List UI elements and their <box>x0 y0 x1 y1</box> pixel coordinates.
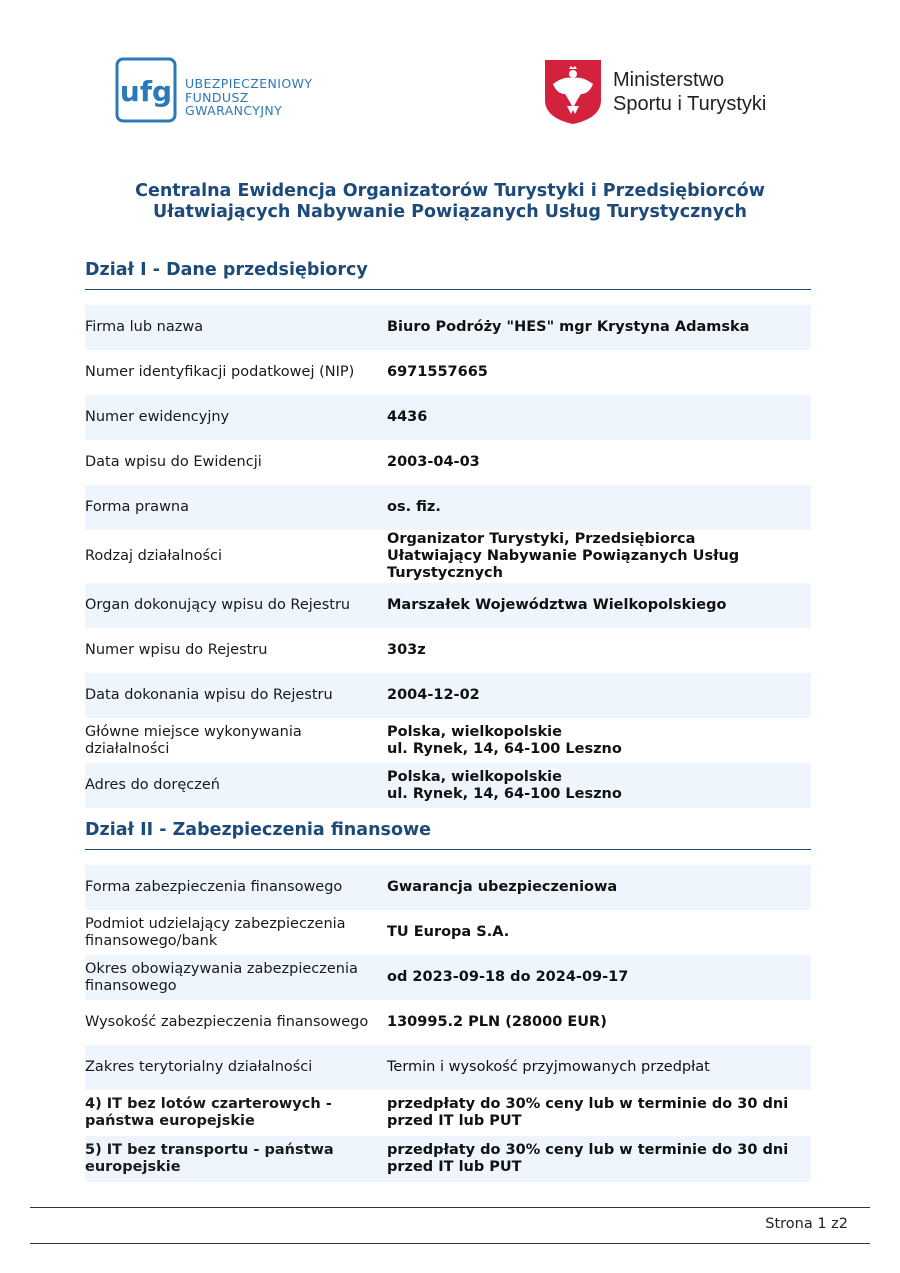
ufg-logo-text <box>185 77 312 118</box>
field-label-line: Główne miejsce wykonywania <box>85 723 302 740</box>
field-label-line: Numer wpisu do Rejestru <box>85 642 268 658</box>
field-value <box>387 1096 811 1130</box>
table-row <box>85 628 811 673</box>
ufg-logo-icon <box>115 57 181 123</box>
field-value-line: 4436 <box>387 409 428 425</box>
field-value <box>387 319 811 336</box>
field-value <box>387 769 811 803</box>
table-row <box>85 583 811 628</box>
table-row <box>85 350 811 395</box>
table-row <box>85 1136 811 1182</box>
section-2-rule <box>85 849 811 850</box>
field-label <box>85 687 387 704</box>
ufg-line-3: GWARANCYJNY <box>185 103 283 118</box>
field-value-line: 2004-12-02 <box>387 687 480 703</box>
field-value-line: Biuro Podróży "HES" mgr Krystyna Adamska <box>387 319 750 335</box>
field-label <box>85 777 387 794</box>
field-value-line: Ułatwiający Nabywanie Powiązanych Usług <box>387 548 740 564</box>
ministry-logo <box>545 60 805 130</box>
field-label-line: Forma zabezpieczenia finansowego <box>85 879 343 895</box>
table-row <box>85 718 811 763</box>
ufg-mark-text: ufg <box>119 75 173 108</box>
field-value <box>387 1059 811 1076</box>
field-value <box>387 454 811 471</box>
field-label-line: europejskie <box>85 1159 181 1175</box>
field-label <box>85 1059 387 1076</box>
field-label <box>85 499 387 516</box>
field-label <box>85 409 387 426</box>
table-row <box>85 673 811 718</box>
field-label <box>85 1142 387 1176</box>
field-label-line: Wysokość zabezpieczenia finansowego <box>85 1014 369 1030</box>
field-value-line: 303z <box>387 642 426 658</box>
polish-eagle-emblem-icon <box>545 60 601 124</box>
field-value-line: Gwarancja ubezpieczeniowa <box>387 879 618 895</box>
table-row <box>85 1045 811 1090</box>
field-label <box>85 319 387 336</box>
field-label <box>85 642 387 659</box>
section-1-rule <box>85 289 811 290</box>
field-value <box>387 364 811 381</box>
field-label-line: państwa europejskie <box>85 1113 255 1129</box>
field-value-line: przedpłaty do 30% ceny lub w terminie do 30 dni <box>387 1142 789 1158</box>
field-label-line: Rodzaj działalności <box>85 548 223 564</box>
field-value <box>387 531 811 582</box>
ufg-line-2: FUNDUSZ <box>185 89 249 105</box>
page-number: Strona 1 z2 <box>765 1216 848 1232</box>
field-value-line: ul. Rynek, 14, 64-100 Leszno <box>387 785 622 802</box>
field-value <box>387 1142 811 1176</box>
section-1-heading: Dział I - Dane przedsiębiorcy <box>85 260 368 280</box>
document-title-line-2: Ułatwiających Nabywanie Powiązanych Usług Turystycznych <box>153 202 747 222</box>
field-label <box>85 724 387 758</box>
field-label-line: finansowego <box>85 977 177 994</box>
company-data-table <box>85 305 811 808</box>
table-row <box>85 955 811 1000</box>
table-row <box>85 530 811 583</box>
field-label <box>85 364 387 381</box>
field-label-line: Okres obowiązywania zabezpieczenia <box>85 960 358 977</box>
financial-security-table <box>85 865 811 1182</box>
footer-top-rule <box>30 1207 870 1208</box>
field-value-line: Polska, wielkopolskie <box>387 723 562 740</box>
field-label-line: Data wpisu do Ewidencji <box>85 454 262 470</box>
field-label <box>85 879 387 896</box>
field-value-line: ul. Rynek, 14, 64-100 Leszno <box>387 740 622 757</box>
ministry-line-1: Ministerstwo <box>613 69 725 91</box>
field-label-line: Numer ewidencyjny <box>85 409 230 425</box>
table-row <box>85 440 811 485</box>
field-label-line: działalności <box>85 740 170 757</box>
field-label-line: Data dokonania wpisu do Rejestru <box>85 687 333 703</box>
document-title <box>0 181 900 223</box>
table-row <box>85 910 811 955</box>
field-label <box>85 454 387 471</box>
table-row <box>85 1090 811 1136</box>
field-label-line: finansowego/bank <box>85 932 218 949</box>
field-label-line: Forma prawna <box>85 499 190 515</box>
field-value <box>387 687 811 704</box>
table-row <box>85 395 811 440</box>
field-value <box>387 969 811 986</box>
table-row <box>85 865 811 910</box>
field-value <box>387 879 811 896</box>
field-label-line: Firma lub nazwa <box>85 319 204 335</box>
field-value <box>387 499 811 516</box>
field-value-line: przed IT lub PUT <box>387 1113 522 1129</box>
field-value-line: os. fiz. <box>387 499 441 515</box>
field-value-line: przedpłaty do 30% ceny lub w terminie do 30 dni <box>387 1096 789 1112</box>
field-label <box>85 548 387 565</box>
field-value-line: Termin i wysokość przyjmowanych przedpłat <box>387 1059 710 1075</box>
field-label <box>85 1014 387 1031</box>
field-label-line: 5) IT bez transportu - państwa <box>85 1142 334 1158</box>
ufg-logo <box>115 57 335 127</box>
ufg-line-1: UBEZPIECZENIOWY <box>185 76 313 91</box>
ministry-line-2: Sportu i Turystyki <box>613 93 767 115</box>
header-logos <box>0 0 900 150</box>
field-value-line: Polska, wielkopolskie <box>387 768 562 785</box>
field-value <box>387 409 811 426</box>
field-label-line: Adres do doręczeń <box>85 777 220 793</box>
field-value-line: od 2023-09-18 do 2024-09-17 <box>387 969 629 985</box>
field-value-line: Marszałek Województwa Wielkopolskiego <box>387 597 727 613</box>
table-row <box>85 305 811 350</box>
field-label-line: Organ dokonujący wpisu do Rejestru <box>85 597 351 613</box>
field-value-line: przed IT lub PUT <box>387 1159 522 1175</box>
ministry-name <box>613 68 766 116</box>
field-label-line: Numer identyfikacji podatkowej (NIP) <box>85 364 355 380</box>
table-row <box>85 485 811 530</box>
document-title-line-1: Centralna Ewidencja Organizatorów Turystyki i Przedsiębiorców <box>135 181 765 201</box>
field-label-line: Podmiot udzielający zabezpieczenia <box>85 915 346 932</box>
field-value <box>387 724 811 758</box>
field-label <box>85 916 387 950</box>
section-2-heading: Dział II - Zabezpieczenia finansowe <box>85 820 432 840</box>
field-value-line: TU Europa S.A. <box>387 924 510 940</box>
field-label <box>85 597 387 614</box>
table-row <box>85 763 811 808</box>
field-value-line: 130995.2 PLN (28000 EUR) <box>387 1014 607 1030</box>
footer-bottom-rule <box>30 1243 870 1244</box>
field-value <box>387 597 811 614</box>
field-label <box>85 961 387 995</box>
field-value-line: 2003-04-03 <box>387 454 480 470</box>
field-value-line: Organizator Turystyki, Przedsiębiorca <box>387 531 696 547</box>
field-label <box>85 1096 387 1130</box>
field-value-line: 6971557665 <box>387 364 488 380</box>
field-value-line: Turystycznych <box>387 565 503 581</box>
field-value <box>387 642 811 659</box>
field-label-line: 4) IT bez lotów czarterowych - <box>85 1096 332 1112</box>
field-value <box>387 924 811 941</box>
field-value <box>387 1014 811 1031</box>
table-row <box>85 1000 811 1045</box>
field-label-line: Zakres terytorialny działalności <box>85 1059 313 1075</box>
